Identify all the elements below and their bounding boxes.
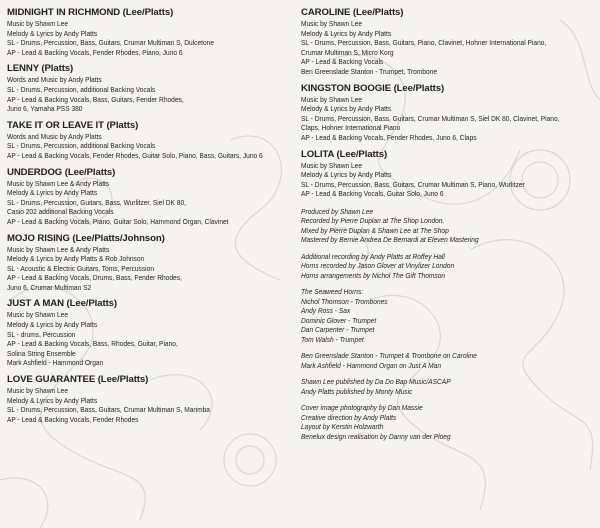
track-block (7, 374, 289, 424)
track-credit-line: AP - Lead & Backing Vocals, Fender Rhodes, Juno 6, Claps (301, 132, 477, 142)
track-credit-line: Music by Shawn Lee & Andy Platts (7, 244, 110, 254)
credit-line: Nichol Thomson - Trombones (301, 296, 388, 306)
track-credit-line: SL - Drums, Percussion, Bass, Guitars, Crumar Multiman S, Siel DK 80, Clavinet, Piano, (301, 113, 560, 123)
track-credit-line: AP - Lead & Backing Vocals, Fender Rhodes (7, 414, 139, 424)
track-block (7, 120, 289, 161)
track-title: LENNY (Platts) (7, 63, 74, 75)
guest-credits (301, 351, 593, 370)
track-credit-line: Melody & Lyrics by Andy Platts (301, 104, 392, 114)
track-credit-line: Claps, Hohner International Piano (301, 123, 401, 133)
track-credit-line: Melody & Lyrics by Andy Platts & Rob Johnson (7, 254, 145, 264)
track-credit-line: AP - Lead & Backing Vocals, Fender Rhodes, Piano, Juno 6 (7, 47, 183, 57)
left-column (7, 7, 289, 430)
track-credit-line: Music by Shawn Lee (7, 386, 69, 396)
horn-section-credits (301, 287, 593, 344)
track-credit-line: AP - Lead & Backing Vocals, Piano, Guitar Solo, Hammond Organ, Clavinet (7, 216, 229, 226)
track-block (301, 83, 593, 143)
track-credit-line: AP - Lead & Backing Vocals, Guitar Solo, Juno 6 (301, 189, 444, 199)
credit-line: Mastered by Bernie Andrea De Bernardi at Eleven Mastering (301, 235, 479, 245)
track-credit-line: Casio 202 additional Backing Vocals (7, 207, 114, 217)
credit-line: Andy Ross - Sax (301, 306, 351, 316)
credit-line: Horns arrangements by Nichol The Gift Thomson (301, 270, 446, 280)
track-block (7, 167, 289, 227)
track-title: LOLITA (Lee/Platts) (301, 148, 388, 160)
credit-line: Mixed by Pierre Duplan & Shawn Lee at The Shop (301, 225, 449, 235)
track-title: JUST A MAN (Lee/Platts) (7, 298, 117, 310)
track-credit-line: Music by Shawn Lee (7, 310, 69, 320)
credit-line: Recorded by Pierre Duplan at The Shop London. (301, 216, 445, 226)
right-column (301, 7, 593, 448)
track-credit-line: AP - Lead & Backing Vocals, Drums, Bass, Fender Rhodes, (7, 273, 182, 283)
credit-line: Shawn Lee published by Da Do Bap Music/ASCAP (301, 377, 451, 387)
album-credits (301, 207, 593, 442)
track-credit-line: Words and Music by Andy Platts (7, 131, 102, 141)
credit-line: Mark Ashfield - Hammond Organ on Just A Man (301, 360, 442, 370)
track-title: MOJO RISING (Lee/Platts/Johnson) (7, 232, 165, 244)
track-credit-line: Melody & Lyrics by Andy Platts (7, 188, 98, 198)
track-title: LOVE GUARANTEE (Lee/Platts) (7, 374, 149, 386)
track-credit-line: AP - Lead & Backing Vocals, Fender Rhodes, Guitar Solo, Piano, Bass, Guitars, Juno 6 (7, 150, 263, 160)
track-block (7, 233, 289, 293)
track-credit-line: Juno 6, Crumar Multiman S2 (7, 282, 92, 292)
track-title: CAROLINE (Lee/Platts) (301, 7, 404, 18)
track-credit-line: Melody & Lyrics by Andy Platts (301, 28, 392, 38)
credit-line: Dan Carpenter - Trumpet (301, 325, 375, 335)
credit-line: Layout by Kerstin Holzwarth (301, 422, 384, 432)
track-block (7, 63, 289, 113)
track-credit-line: AP - Lead & Backing Vocals, Bass, Rhodes, Guitar, Piano, (7, 339, 178, 349)
credit-line: Dominic Glover - Trumpet (301, 315, 377, 325)
track-credit-line: Melody & Lyrics by Andy Platts (7, 28, 98, 38)
track-credit-line: SL - Drums, Percussion, Bass, Guitars, Piano, Clavinet, Hohner International Piano, (301, 38, 547, 48)
track-credit-line: Crumar Multiman S, Micro Korg (301, 47, 394, 57)
track-credit-line: Solina String Ensemble (7, 348, 76, 358)
credit-line: Tom Walsh - Trumpet (301, 334, 364, 344)
track-credit-line: SL - Drums, Percussion, Bass, Guitars, Crumar Multiman S, Dulcetone (7, 38, 215, 48)
track-credit-line: SL - Drums, Percussion, additional Backing Vocals (7, 84, 156, 94)
recording-credits (301, 252, 593, 281)
track-block (7, 298, 289, 368)
credit-line: Horns recorded by Jason Glover at Vinylizer London (301, 261, 455, 271)
credit-line: Benelux design realisation by Danny van der Ploeg (301, 431, 451, 441)
track-credit-line: AP - Lead & Backing Vocals (301, 57, 384, 67)
track-credit-line: SL - Drums, Percussion, Guitars, Bass, Wurlitzer, Siel DK 80, (7, 197, 186, 207)
track-block (7, 7, 289, 57)
track-credit-line: Music by Shawn Lee (301, 160, 363, 170)
track-title: UNDERDOG (Lee/Platts) (7, 166, 116, 178)
track-credit-line: SL - drums, Percussion (7, 329, 76, 339)
track-credit-line: SL - Drums, Percussion, Bass, Guitars, Crumar Multiman S, Piano, Wurlitzer (301, 179, 525, 189)
track-credit-line: Words and Music by Andy Platts (7, 75, 102, 85)
credit-line: Creative direction by Andy Platts (301, 412, 397, 422)
track-credit-line: AP - Lead & Backing Vocals, Bass, Guitars, Fender Rhodes, (7, 94, 184, 104)
track-credit-line: Melody & Lyrics by Andy Platts (7, 395, 98, 405)
track-title: TAKE IT OR LEAVE IT (Platts) (7, 119, 139, 131)
track-credit-line: Music by Shawn Lee (301, 94, 363, 104)
credit-line: Additional recording by Andy Platts at Roffey Hall (301, 251, 445, 261)
credit-line: Andy Platts published by Monty Music (301, 386, 413, 396)
track-credit-line: Music by Shawn Lee (7, 19, 69, 28)
credit-line: The Seaweed Horns: (301, 287, 364, 297)
publishing-credits (301, 377, 593, 396)
track-credit-line: Melody & Lyrics by Andy Platts (7, 320, 98, 330)
track-credit-line: SL - Drums, Percussion, Bass, Guitars, Crumar Multiman S, Marimba (7, 405, 210, 415)
track-credit-line: Mark Ashfield - Hammond Organ (7, 358, 104, 368)
track-block (301, 149, 593, 199)
track-title: KINGSTON BOOGIE (Lee/Platts) (301, 82, 445, 94)
design-credits (301, 403, 593, 441)
track-credit-line: Melody & Lyrics by Andy Platts (301, 170, 392, 180)
credit-line: Ben Greenslade Stanton - Trumpet & Trombone on Caroline (301, 351, 477, 361)
credit-line: Cover image photography by Dan Massie (301, 403, 423, 413)
credit-line: Produced by Shawn Lee (301, 206, 374, 216)
track-credit-line: SL - Drums, Percussion, additional Backing Vocals (7, 141, 156, 151)
track-credit-line: SL - Acoustic & Electric Guitars, Toms, Percussion (7, 263, 154, 273)
production-credits (301, 207, 593, 245)
track-block (301, 7, 593, 77)
track-credit-line: Music by Shawn Lee & Andy Platts (7, 178, 110, 188)
track-credit-line: Ben Greenslade Stanton - Trumpet, Trombone (301, 66, 438, 76)
track-title: MIDNIGHT IN RICHMOND (Lee/Platts) (7, 7, 174, 18)
track-credit-line: Music by Shawn Lee (301, 19, 363, 28)
track-credit-line: Juno 6, Yamaha PSS 380 (7, 104, 83, 114)
